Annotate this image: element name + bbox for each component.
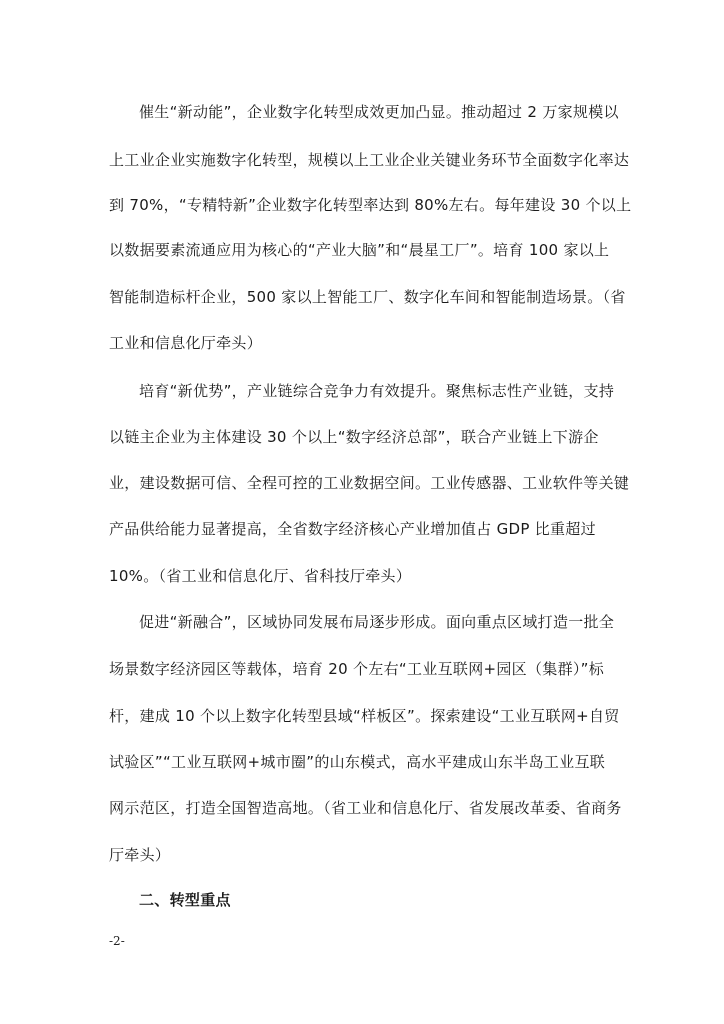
paragraph-2-line-3: 业，建设数据可信、全程可控的工业数据空间。工业传感器、工业软件等关键 xyxy=(109,474,630,492)
paragraph-2-line-1: 培育“新优势”，产业链综合竞争力有效提升。聚焦标志性产业链，支持 xyxy=(139,382,615,400)
paragraph-1-line-4: 以数据要素流通应用为核心的“产业大脑”和“晨星工厂”。培育 100 家以上 xyxy=(109,241,610,259)
paragraph-1-line-3: 到 70%，“专精特新”企业数字化转型率达到 80%左右。每年建设 30 个以上 xyxy=(109,196,632,214)
paragraph-2-line-5: 10%。（省工业和信息化厅、省科技厅牵头） xyxy=(109,567,412,585)
section-heading: 二、转型重点 xyxy=(139,891,231,909)
paragraph-3-line-5: 网示范区，打造全国智造高地。（省工业和信息化厅、省发展改革委、省商务 xyxy=(109,799,622,817)
paragraph-1-line-1: 催生“新动能”，企业数字化转型成效更加凸显。推动超过 2 万家规模以 xyxy=(139,103,619,121)
paragraph-2-line-2: 以链主企业为主体建设 30 个以上“数字经济总部”，联合产业链上下游企 xyxy=(109,428,599,446)
paragraph-3-line-2: 场景数字经济园区等载体，培育 20 个左右“工业互联网+园区（集群）”标 xyxy=(109,660,605,678)
paragraph-3-line-3: 杆，建成 10 个以上数字化转型县域“样板区”。探索建设“工业互联网+自贸 xyxy=(109,707,620,725)
paragraph-1-line-2: 上工业企业实施数字化转型，规模以上工业企业关键业务环节全面数字化率达 xyxy=(109,151,630,169)
paragraph-3-line-1: 促进“新融合”，区域协同发展布局逐步形成。面向重点区域打造一批全 xyxy=(139,613,615,631)
paragraph-2-line-4: 产品供给能力显著提高，全省数字经济核心产业增加值占 GDP 比重超过 xyxy=(109,520,596,538)
paragraph-3-line-4: 试验区”“工业互联网+城市圈”的山东模式，高水平建成山东半岛工业互联 xyxy=(109,753,606,771)
paragraph-1-line-6: 工业和信息化厅牵头） xyxy=(109,334,263,352)
page-number: -2- xyxy=(109,934,125,948)
paragraph-3-line-6: 厅牵头） xyxy=(109,846,171,864)
paragraph-1-line-5: 智能制造标杆企业，500 家以上智能工厂、数字化车间和智能制造场景。（省 xyxy=(109,288,626,306)
